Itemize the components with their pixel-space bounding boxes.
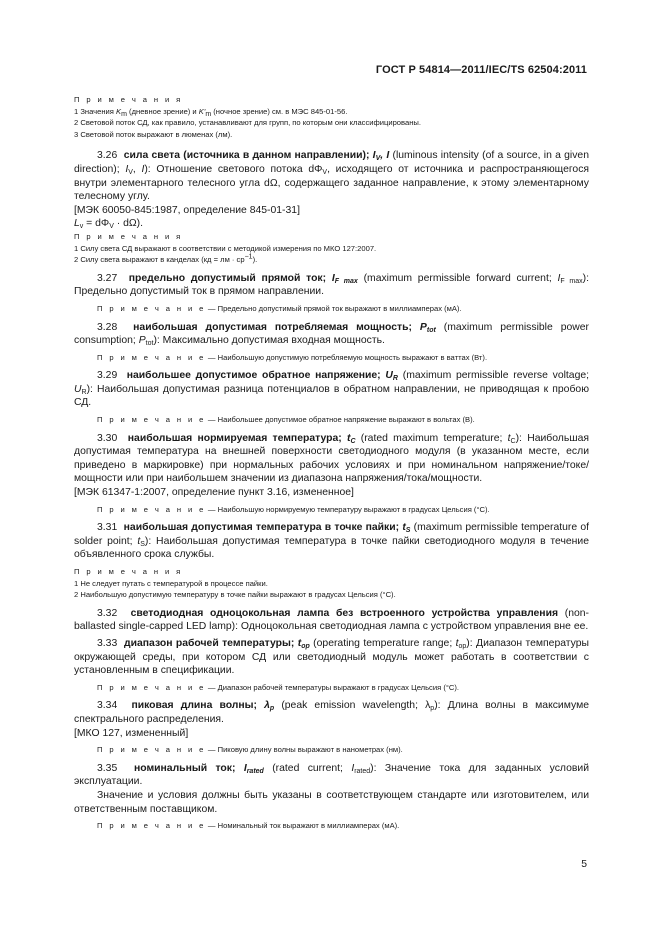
- standard-header: ГОСТ Р 54814—2011/IEC/TS 62504:2011: [375, 64, 587, 76]
- note-3-35: П р и м е ч а н и е — Номинальный ток выражают в миллиамперах (мА).: [97, 821, 400, 831]
- reference: [МЭК 60050-845:1987, определение 845-01-31]: [74, 204, 300, 216]
- notes-3-31: П р и м е ч а н и я 1 Не следует путать с температурой в процессе пайки. 2 Наибольшую допустимую температуру в точке пайки выражают в градусах Цельсия (°С).: [74, 566, 589, 601]
- note-item: 2 Световой поток СД, как правило, устанавливают для групп, по которым они классифицированы.: [74, 118, 421, 128]
- entry-3-32: 3.32 светодиодная одноцокольная лампа без встроенного устройства управления (non-ballasted single-capped LED lamp): Одноцокольная светодиодная лампа с устройством управления вне ее.: [74, 607, 589, 633]
- entry-3-35: 3.35 номинальный ток; $I_{rated}$ (rated current; $I_{rated}$): Значение тока для заданных условий эксплуатации. Значение и условия должны быть указаны в соответствующем стандарте или изготовителем, или ответственным поставщиком.: [74, 762, 590, 815]
- note-3-34: П р и м е ч а н и е — Пиковую длину волны выражают в нанометрах (нм).: [97, 745, 403, 755]
- note-item: 2 Наибольшую допустимую температуру в точке пайки выражают в градусах Цельсия (°С).: [74, 590, 396, 600]
- entry-3-33: 3.33 диапазон рабочей температуры; $t_{op}$ (operating temperature range; $t_{op}$): Диапазон температуры окружающей среды, при котором СД или светодиодный модуль может работать в соответствии с установленным в спецификации.: [74, 637, 589, 677]
- reference: [МЭК 61347-1:2007, определение пункт 3.16, измененное]: [74, 487, 354, 499]
- note-item: 1 Не следует путать с температурой в процессе пайки.: [74, 578, 268, 588]
- entry-3-29: 3.29 наибольшее допустимое обратное напряжение; $U_R$ (maximum permissible reverse voltage; $U_R$): Наибольшая допустимая разница потенциалов в обратном направлении, не приводящая к пробою СД.: [74, 370, 590, 409]
- note-item: 3 Световой поток выражают в люменах (лм).: [74, 129, 233, 139]
- entry-3-31: 3.31 наибольшая допустимая температура в точке пайки; $t_S$ (maximum permissible temperature of solder point; $t_S$): Наибольшая допустимая температура в точке пайки светодиодного модуля в течение объявленного срока службы.: [74, 522, 589, 561]
- note-item: 1 Значения $K_m$ (дневное зрение) и $K'_m$ (ночное зрение) см. в МЭС 845-01-56.: [74, 106, 348, 118]
- entry-3-27: 3.27 предельно допустимый прямой ток; $I_{F max}$ (maximum permissible forward current; $I_{F max}$): Предельно допустимый ток в прямом направлении.: [74, 272, 590, 298]
- note-3-27: П р и м е ч а н и е — Предельно допустимый прямой ток выражают в миллиамперах (мА).: [97, 303, 462, 313]
- note-item: 2 Силу света выражают в канделах (кд = лм · $ср^{-1}$).: [74, 253, 258, 265]
- page-number: 5: [581, 859, 587, 870]
- entry-3-26: 3.26 сила света (источника в данном направлении); $I_V$, I (luminous intensity (of a source, in a given direction); $I_V$, I): Отношение светового потока $d\Phi_V$, исходящего от источника и распространяющегося внутри элементарного телесного угла dΩ, содержащего заданное направление, к этому элементарному телесному углу. [МЭК 60050-845:1987, определение 845-01-31] $L_v = d\Phi_V \cdot d\Omega$).: [74, 150, 590, 231]
- notes-top: [74, 94, 589, 140]
- note-3-33: П р и м е ч а н и е — Диапазон рабочей температуры выражают в градусах Цельсия (°С).: [97, 682, 460, 692]
- formula: $L_v = d\Phi_V \cdot d\Omega$).: [74, 218, 144, 231]
- note-item: 1 Силу света СД выражают в соответствии с методикой измерения по МКО 127:2007.: [74, 243, 377, 253]
- notes-label: П р и м е ч а н и я: [74, 95, 183, 104]
- reference: [МКО 127, измененный]: [74, 727, 189, 739]
- entry-3-28: 3.28 наибольшая допустимая потребляемая мощность; $P_{tot}$ (maximum permissible power consumption; $P_{tot}$): Максимально допустимая входная мощность.: [74, 321, 589, 348]
- note-3-28: П р и м е ч а н и е — Наибольшую допустимую потребляемую мощность выражают в ваттах (Вт).: [97, 352, 488, 362]
- notes-3-26: П р и м е ч а н и я 1 Силу света СД выражают в соответствии с методикой измерения по МКО 127:2007. 2 Силу света выражают в канделах (кд = лм · $ср^{-1}$).: [74, 231, 589, 266]
- note-3-29: П р и м е ч а н и е — Наибольшее допустимое обратное напряжение выражают в вольтах (В).: [97, 415, 475, 425]
- entry-3-34: 3.34 пиковая длина волны; $\lambda_p$ (peak emission wavelength; $\lambda_p$): Длина волны в максимуме спектрального распределения. [МКО 127, измененный]: [74, 700, 589, 739]
- entry-3-30: 3.30 наибольшая нормируемая температура; $t_C$ (rated maximum temperature; $t_C$): Наибольшая допустимая температура на внешней поверхности светодиодного модуля (в указанном месте, если приведено в маркировке) при нормальных рабочих условиях и при номинальном напряжение/токе/мощности или при наибольшем значении из диапазона напряжения/тока/мощности. [МЭК 61347-1:2007, определение пункт 3.16, измененное]: [74, 432, 590, 499]
- note-3-30: П р и м е ч а н и е — Наибольшую нормируемую температуру выражают в градусах Цельсия (°С).: [97, 504, 490, 514]
- paragraph: Значение и условия должны быть указаны в соответствующем стандарте или изготовителем, или ответственным поставщиком.: [74, 789, 589, 815]
